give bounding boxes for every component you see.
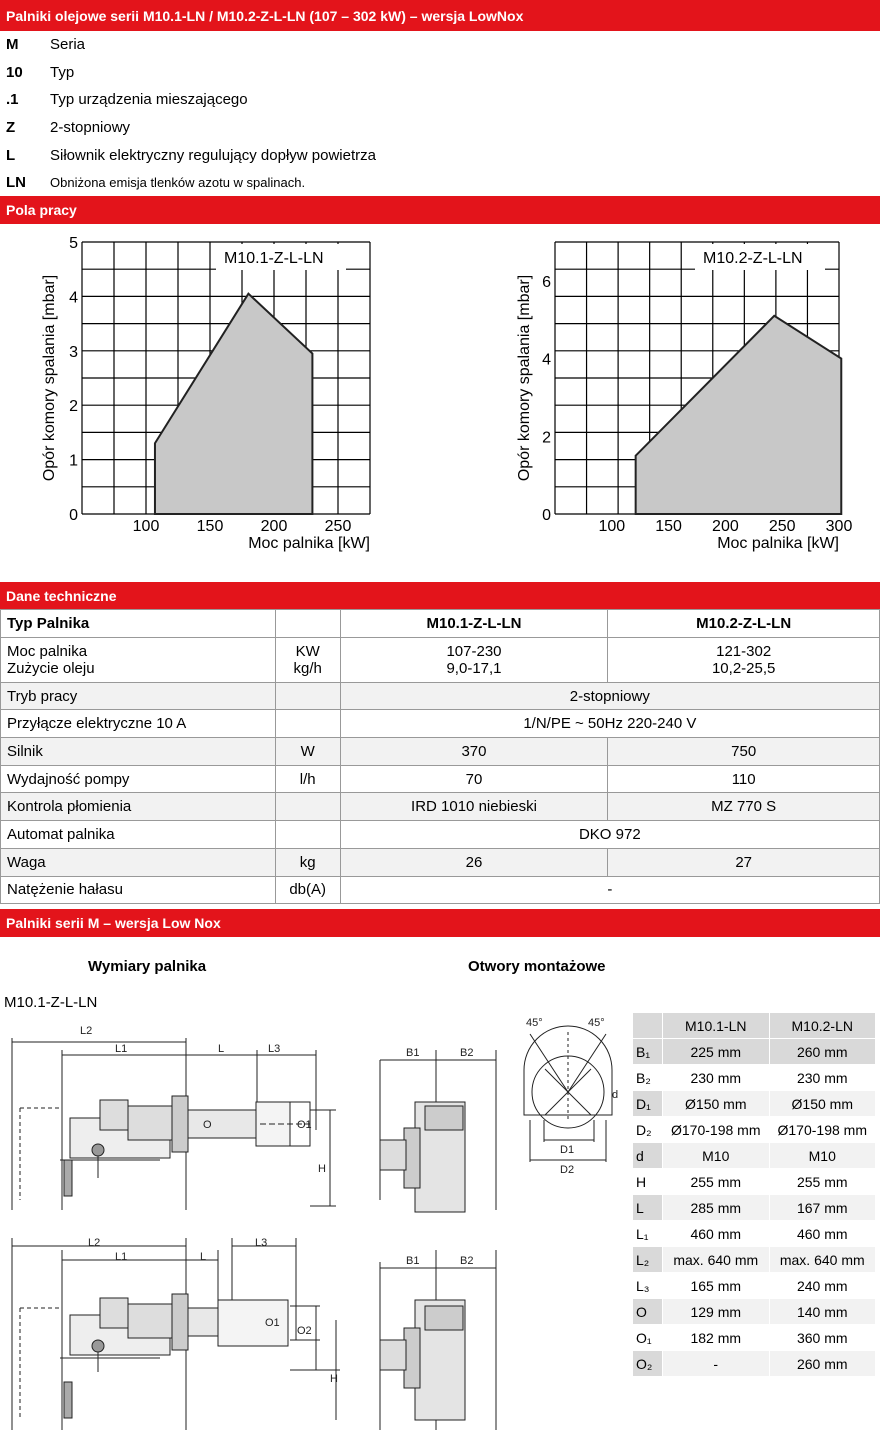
angle-label-1: 45°	[526, 1017, 543, 1029]
code-row	[6, 31, 376, 59]
row-unit: db(A)	[275, 876, 340, 904]
dimension-value: -	[663, 1351, 770, 1377]
work-field-chart-m10-1	[40, 232, 380, 557]
chart-title: M10.2-Z-L-LN	[703, 250, 803, 267]
x-axis-label: Moc palnika [kW]	[248, 535, 370, 552]
row-unit: W	[275, 738, 340, 766]
angle-label-2: 45°	[588, 1017, 605, 1029]
row-value: 370	[340, 738, 608, 766]
dimension-value: Ø170-198 mm	[663, 1117, 770, 1143]
table-row	[633, 1117, 876, 1143]
y-axis-label: Opór komory spalania [mbar]	[41, 274, 58, 482]
table-row	[633, 1221, 876, 1247]
code-key: LN	[6, 174, 26, 192]
code-desc: Typ urządzenia mieszającego	[50, 91, 248, 109]
row-label: Wydajność pompy	[1, 765, 276, 793]
row-label: Kontrola płomienia	[1, 793, 276, 821]
value-line: 10,2-25,5	[711, 659, 776, 677]
code-key: 10	[6, 63, 23, 81]
page-title: Palniki olejowe serii M10.1-LN / M10.2-Z-L-LN (107 – 302 kW) – wersja LowNox	[0, 0, 880, 31]
table-row	[1, 738, 880, 766]
dim-label-l: L	[218, 1043, 225, 1055]
section-dimensions: Palniki serii M – wersja Low Nox	[0, 909, 880, 937]
header-cell: Typ Palnika	[1, 610, 276, 638]
y-tick-label: 4	[542, 351, 551, 369]
dimension-symbol: B₂	[633, 1065, 663, 1091]
table-row	[1, 821, 880, 849]
y-tick-label: 5	[69, 235, 78, 252]
code-row	[6, 169, 376, 197]
dim-label-b1: B1	[406, 1047, 420, 1059]
dimension-value: 255 mm	[663, 1169, 770, 1195]
dimension-symbol: D₁	[633, 1091, 663, 1117]
table-row	[633, 1325, 876, 1351]
row-label	[1, 637, 276, 682]
dim-label-o2-lower: O2	[297, 1325, 312, 1337]
dimension-symbol: L₁	[633, 1221, 663, 1247]
row-value: 70	[340, 765, 608, 793]
row-label: Przyłącze elektryczne 10 A	[1, 710, 276, 738]
table-header-row	[633, 1013, 876, 1039]
burner-front-view-upper	[380, 1050, 496, 1212]
dim-label-b2: B2	[460, 1047, 474, 1059]
table-row	[633, 1143, 876, 1169]
dimension-symbol: O₂	[633, 1351, 663, 1377]
subtitle-burner-dimensions: Wymiary palnika	[88, 958, 207, 975]
dim-label-h: H	[318, 1163, 326, 1175]
y-tick-label: 1	[69, 452, 78, 470]
dim-label-l1: L1	[115, 1043, 128, 1055]
dim-label-l-lower: L	[200, 1251, 207, 1263]
dimension-symbol: O₁	[633, 1325, 663, 1351]
x-axis-label: Moc palnika [kW]	[717, 535, 839, 552]
burner-side-view-upper	[12, 1038, 336, 1210]
value-line: 107-230	[446, 642, 502, 660]
dimension-symbol: O	[633, 1299, 663, 1325]
code-desc: Typ	[50, 63, 75, 81]
row-label: Natężenie hałasu	[1, 876, 276, 904]
dimension-value: 260 mm	[769, 1039, 876, 1065]
table-row	[633, 1091, 876, 1117]
dimension-value: 182 mm	[663, 1325, 770, 1351]
code-row	[6, 114, 376, 142]
dimension-value: 460 mm	[663, 1221, 770, 1247]
code-row	[6, 59, 376, 87]
dim-label-l3-lower: L3	[255, 1237, 268, 1249]
dimension-value: 460 mm	[769, 1221, 876, 1247]
row-label: Silnik	[1, 738, 276, 766]
dimension-value: 225 mm	[663, 1039, 770, 1065]
burner-front-view-lower	[380, 1250, 496, 1430]
dimension-symbol: L₂	[633, 1247, 663, 1273]
code-row	[6, 86, 376, 114]
row-unit	[275, 821, 340, 849]
header-cell: M10.2-Z-L-LN	[608, 610, 880, 638]
table-row	[1, 876, 880, 904]
table-row	[633, 1195, 876, 1221]
header-cell	[275, 610, 340, 638]
y-tick-label: 0	[542, 507, 551, 524]
dim-label-l2-lower: L2	[88, 1237, 101, 1249]
x-tick-label: 250	[324, 518, 352, 535]
table-row	[633, 1039, 876, 1065]
y-tick-label: 4	[69, 289, 78, 307]
table-row	[633, 1299, 876, 1325]
dim-label-b2-lower: B2	[460, 1255, 474, 1267]
dim-label-h-lower: H	[330, 1373, 338, 1385]
row-unit	[275, 710, 340, 738]
code-row	[6, 141, 376, 169]
x-tick-label: 100	[598, 518, 626, 535]
row-unit: l/h	[275, 765, 340, 793]
row-unit	[275, 637, 340, 682]
dim-label-b1-lower: B1	[406, 1255, 420, 1267]
row-value: 27	[608, 848, 880, 876]
x-tick-label: 100	[132, 518, 160, 535]
row-value: -	[340, 876, 879, 904]
unit-line: kg/h	[293, 659, 322, 677]
row-label: Tryb pracy	[1, 682, 276, 710]
dimension-symbol: L₃	[633, 1273, 663, 1299]
dim-label-o: O	[203, 1119, 212, 1131]
row-unit	[275, 793, 340, 821]
table-row	[633, 1169, 876, 1195]
value-line: 9,0-17,1	[446, 659, 502, 677]
dimension-value: 165 mm	[663, 1273, 770, 1299]
x-tick-label: 200	[260, 518, 288, 535]
chart-title: M10.1-Z-L-LN	[224, 250, 324, 267]
row-label: Waga	[1, 848, 276, 876]
dimension-value: 140 mm	[769, 1299, 876, 1325]
row-label-line: Zużycie oleju	[7, 659, 95, 677]
dimension-value: 260 mm	[769, 1351, 876, 1377]
row-value: 750	[608, 738, 880, 766]
table-row	[633, 1065, 876, 1091]
row-value: MZ 770 S	[608, 793, 880, 821]
mounting-holes-drawing	[524, 1026, 612, 1162]
table-row	[1, 710, 880, 738]
burner-dimension-drawings	[0, 1010, 630, 1440]
table-row	[1, 765, 880, 793]
dimension-symbol: L	[633, 1195, 663, 1221]
row-value: DKO 972	[340, 821, 879, 849]
dim-label-d2: D2	[560, 1164, 575, 1176]
subtitle-mounting-holes: Otwory montażowe	[468, 958, 606, 975]
dim-label-o1: O1	[297, 1119, 312, 1131]
dimension-value: 285 mm	[663, 1195, 770, 1221]
hole-thread-label: d	[612, 1089, 619, 1101]
value-line: 121-302	[716, 642, 772, 660]
code-desc: Seria	[50, 36, 86, 54]
row-value	[340, 637, 608, 682]
dimension-symbol: B₁	[633, 1039, 663, 1065]
y-tick-label: 3	[69, 343, 78, 361]
header-cell: M10.1-LN	[663, 1013, 770, 1039]
code-desc: Siłownik elektryczny regulujący dopływ powietrza	[50, 146, 376, 164]
dim-label-l3: L3	[268, 1043, 281, 1055]
drawing-model-label: M10.1-Z-L-LN	[4, 994, 98, 1011]
code-key: Z	[6, 119, 16, 137]
y-tick-label: 6	[542, 273, 551, 291]
y-tick-label: 2	[542, 429, 551, 447]
row-value: 110	[608, 765, 880, 793]
table-header-row	[1, 610, 880, 638]
code-desc: Obniżona emisja tlenków azotu w spalinach.	[50, 175, 306, 191]
dimensions-table	[632, 1012, 876, 1377]
dimension-symbol: D₂	[633, 1117, 663, 1143]
header-cell	[633, 1013, 663, 1039]
x-tick-label: 150	[655, 518, 682, 535]
row-value: IRD 1010 niebieski	[340, 793, 608, 821]
dim-label-d1: D1	[560, 1144, 575, 1156]
header-cell: M10.2-LN	[769, 1013, 876, 1039]
table-row	[633, 1247, 876, 1273]
row-unit	[275, 682, 340, 710]
y-tick-label: 0	[69, 507, 78, 524]
table-row	[633, 1351, 876, 1377]
y-axis-label: Opór komory spalania [mbar]	[516, 274, 533, 482]
table-row	[1, 848, 880, 876]
row-label: Automat palnika	[1, 821, 276, 849]
row-value	[608, 637, 880, 682]
model-code-legend	[6, 31, 376, 197]
table-row	[1, 637, 880, 682]
section-work-fields: Pola pracy	[0, 196, 880, 224]
x-tick-label: 200	[712, 518, 739, 535]
unit-line: KW	[295, 642, 320, 660]
dimension-symbol: H	[633, 1169, 663, 1195]
dim-label-l1-lower: L1	[115, 1251, 128, 1263]
dimension-value: Ø150 mm	[769, 1091, 876, 1117]
tech-data-table	[0, 609, 880, 904]
table-row	[633, 1273, 876, 1299]
row-value: 26	[340, 848, 608, 876]
dim-label-l2: L2	[80, 1025, 93, 1037]
row-unit: kg	[275, 848, 340, 876]
section-tech-data: Dane techniczne	[0, 582, 880, 609]
dimension-value: M10	[769, 1143, 876, 1169]
dimension-value: max. 640 mm	[769, 1247, 876, 1273]
dimension-value: 129 mm	[663, 1299, 770, 1325]
dimension-value: 167 mm	[769, 1195, 876, 1221]
dimension-symbol: d	[633, 1143, 663, 1169]
code-key: L	[6, 146, 16, 164]
y-tick-label: 2	[69, 398, 78, 416]
table-row	[1, 793, 880, 821]
dimension-value: M10	[663, 1143, 770, 1169]
dimension-value: Ø150 mm	[663, 1091, 770, 1117]
row-value: 2-stopniowy	[340, 682, 879, 710]
dimension-value: 255 mm	[769, 1169, 876, 1195]
x-tick-label: 150	[196, 518, 224, 535]
dim-label-o1-lower: O1	[265, 1317, 280, 1329]
row-label-line: Moc palnika	[7, 642, 88, 660]
dimension-value: 360 mm	[769, 1325, 876, 1351]
dimension-value: 230 mm	[769, 1065, 876, 1091]
x-tick-label: 250	[768, 518, 796, 535]
code-key: M	[6, 36, 19, 54]
x-tick-label: 300	[825, 518, 853, 535]
table-row	[1, 682, 880, 710]
header-cell: M10.1-Z-L-LN	[340, 610, 608, 638]
work-field-chart-m10-2	[515, 232, 853, 557]
work-field-area	[636, 316, 842, 514]
code-key: .1	[6, 91, 19, 109]
dimension-value: Ø170-198 mm	[769, 1117, 876, 1143]
row-value: 1/N/PE ~ 50Hz 220-240 V	[340, 710, 879, 738]
dimension-value: 240 mm	[769, 1273, 876, 1299]
dimension-value: 230 mm	[663, 1065, 770, 1091]
code-desc: 2-stopniowy	[50, 119, 131, 137]
burner-side-view-lower	[12, 1238, 340, 1430]
dimension-value: max. 640 mm	[663, 1247, 770, 1273]
